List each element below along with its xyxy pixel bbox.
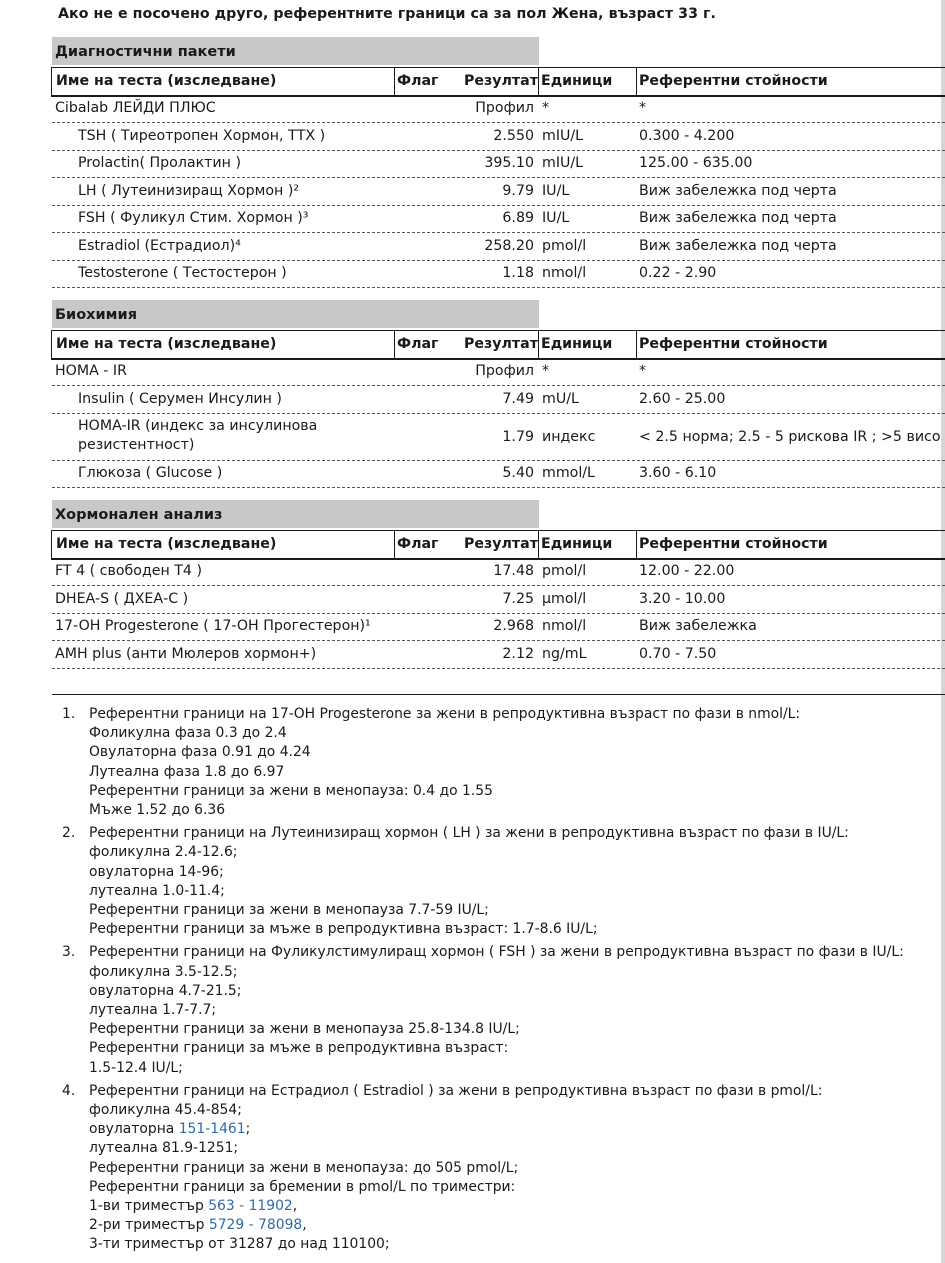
footnote-3: 3. Референтни граници на Фуликулстимулиращ хормон ( FSH ) за жени в репродуктивна възраст по фази в IU/L: фоликулна 3.5-12.5; овулаторна 4.7-21.5; лутеална 1.7-7.7; Референтни граници за жени в менопауза 25.8-134.8 IU/L; Референтни граници за мъже в репродуктивна възраст: 1.5-12.4 IU/L; <box>62 944 904 1076</box>
table-row: DHEA-S ( ДХЕА-С ) 7.25 µmol/l 3.20 - 10.00 <box>52 586 945 614</box>
table-row: Estradiol (Естрадиол)⁴ 258.20 pmol/l Виж забележка под черта <box>52 233 945 261</box>
section-title-biochemistry: Биохимия <box>52 300 539 328</box>
range-link[interactable]: 5729 - 78098 <box>208 1217 303 1234</box>
table-row: Insulin ( Серумен Инсулин ) 7.49 mU/L 2.60 - 25.00 <box>52 386 945 414</box>
footnote-4: 4. Референтни граници на Естрадиол ( Estradiol ) за жени в репродуктивна възраст по фази в pmol/L: фоликулна 45.4-854; овулаторна 151-1461; лутеална 81.9-1251; Референтни граници за жени в менопауза: до 505 pmol/L; Референтни граници за бремении в pmol/L по триместри: 1-ви триместър 563 - 11902, 2-ри триместър 5729 - 78098, 3-ти триместър от 31287 до над 110100; <box>62 1082 823 1253</box>
table-row: TSH ( Тиреотропен Хормон, ТТХ ) 2.550 mIU/L 0.300 - 4.200 <box>52 123 945 151</box>
table-row: LH ( Лутеинизиращ Хормон )² 9.79 IU/L Виж забележка под черта <box>52 178 945 206</box>
divider <box>52 694 945 695</box>
col-ref: Референтни стойности <box>639 73 828 89</box>
col-units: Единици <box>541 73 613 89</box>
table-row: AMH plus (анти Мюлеров хормон+) 2.12 ng/mL 0.70 - 7.50 <box>52 641 945 669</box>
section-title-diagnostic: Диагностични пакети <box>52 37 539 65</box>
table-header <box>51 67 945 97</box>
footnotes <box>0 705 930 1259</box>
table-row: HOMA-IR (индекс за инсулинова резистентност) 1.79 индекс < 2.5 норма; 2.5 - 5 рискова IR ; >5 висо <box>52 414 945 461</box>
section-title-hormonal: Хормонален анализ <box>52 500 539 528</box>
table-row: 17-OH Progesterone ( 17-OH Прогестерон)¹ 2.968 nmol/l Виж забележка <box>52 613 945 641</box>
range-link[interactable]: 151-1461 <box>178 1121 246 1138</box>
footnote-1: 1. Референтни граници на 17-OH Progesterone за жени в репродуктивна възраст по фази в nmol/L: Фоликулна фаза 0.3 до 2.4 Овулаторна фаза 0.91 до 4.24 Лутеална фаза 1.8 до 6.97 Референтни граници за жени в менопауза: 0.4 до 1.55 Мъже 1.52 до 6.36 <box>62 706 801 819</box>
col-flag: Флаг <box>397 73 439 89</box>
table-row: Глюкоза ( Glucose ) 5.40 mmol/L 3.60 - 6.10 <box>52 460 945 488</box>
table-header: Име на теста (изследване) Флаг Резултат Единици Референтни стойности <box>51 330 945 360</box>
col-name: Име на теста (изследване) <box>56 73 277 89</box>
table-header: Име на теста (изследване) Флаг Резултат Единици Референтни стойности <box>51 530 945 560</box>
footnote-2: 2. Референтни граници на Лутеинизиращ хормон ( LH ) за жени в репродуктивна възраст по фази в IU/L: фоликулна 2.4-12.6; овулаторна 14-96; лутеална 1.0-11.4; Референтни граници за жени в менопауза 7.7-59 IU/L; Референтни граници за мъже в репродуктивна възраст: 1.7-8.6 IU/L; <box>62 825 849 938</box>
table-row: Cibalab ЛЕЙДИ ПЛЮС Профил * * <box>52 95 945 123</box>
table-row: HOMA - IR Профил * * <box>52 358 945 386</box>
table-row: Prolactin( Пролактин ) 395.10 mIU/L 125.00 - 635.00 <box>52 150 945 178</box>
report-note: Ако не е посочено друго, референтните граници са за пол Жена, възраст 33 г. <box>58 6 716 22</box>
range-link[interactable]: 563 - 11902 <box>208 1198 293 1215</box>
table-row: Testosterone ( Тестостерон ) 1.18 nmol/l 0.22 - 2.90 <box>52 260 945 288</box>
col-result: Резултат <box>464 73 538 89</box>
table-row: FT 4 ( свободен T4 ) 17.48 pmol/l 12.00 - 22.00 <box>52 558 945 586</box>
table-row: FSH ( Фуликул Стим. Хормон )³ 6.89 IU/L Виж забележка под черта <box>52 205 945 233</box>
